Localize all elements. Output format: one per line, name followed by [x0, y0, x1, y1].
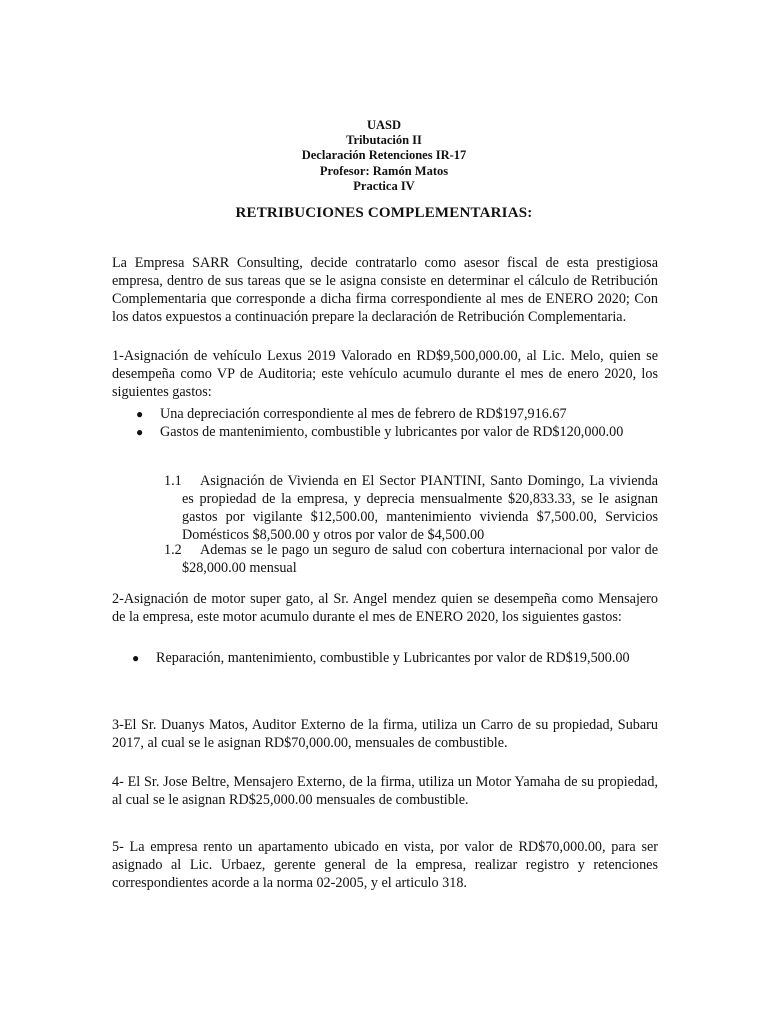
intro-paragraph: La Empresa SARR Consulting, decide contratarlo como asesor fiscal de esta prestigiosa empresa, dentro de sus tareas que se le asigna consiste en determinar el cálculo de Retribución Complementaria que corresponde a dicha firma correspondiente al mes de ENERO 2020; Con los datos expuestos a continuación prepare la declaración de Retribución Complementaria. — [112, 255, 658, 325]
header-practice: Practica IV — [353, 178, 415, 193]
bullet-icon: ● — [132, 651, 140, 665]
header-university: UASD — [366, 118, 402, 132]
subitem-1-2-number: 1.2 — [164, 542, 182, 558]
document-header — [0, 118, 768, 194]
header-professor: Profesor: Ramón Matos — [319, 163, 449, 178]
subitem-1-2-text: Ademas se le pago un seguro de salud con cobertura internacional por valor de $28,000.00 mensual — [182, 542, 658, 576]
item-1-paragraph: 1-Asignación de vehículo Lexus 2019 Valorado en RD$9,500,000.00, al Lic. Melo, quien se desempeña como VP de Auditoria; este vehículo acumulo durante el mes de enero 2020, los siguientes gastos: — [112, 348, 658, 400]
bullet-icon: ● — [136, 425, 144, 439]
item-2-bullet-1: Reparación, mantenimiento, combustible y Lubricantes por valor de RD$19,500.00 — [156, 650, 630, 666]
header-topic: Declaración Retenciones IR-17 — [301, 148, 467, 163]
bullet-icon: ● — [136, 407, 144, 421]
item-5-paragraph: 5- La empresa rento un apartamento ubicado en vista, por valor de RD$70,000.00, para ser asignado al Lic. Urbaez, gerente general de la empresa, realizar registro y retenciones correspondientes acorde a la norma 02-2005, y el articulo 318. — [112, 839, 658, 891]
document-title: RETRIBUCIONES COMPLEMENTARIAS: — [235, 205, 533, 221]
item-4-paragraph: 4- El Sr. Jose Beltre, Mensajero Externo, de la firma, utiliza un Motor Yamaha de su propiedad, al cual se le asignan RD$25,000.00 mensuales de combustible. — [112, 774, 658, 808]
item-3-paragraph: 3-El Sr. Duanys Matos, Auditor Externo de la firma, utiliza un Carro de su propiedad, Subaru 2017, al cual se le asignan RD$70,000.00, mensuales de combustible. — [112, 717, 658, 751]
item-1-bullet-2: Gastos de mantenimiento, combustible y lubricantes por valor de RD$120,000.00 — [160, 424, 624, 440]
item-2-paragraph: 2-Asignación de motor super gato, al Sr. Angel mendez quien se desempeña como Mensajero de la empresa, este motor acumulo durante el mes de ENERO 2020, los siguientes gastos: — [112, 591, 658, 625]
subitem-1-1-text: Asignación de Vivienda en El Sector PIANTINI, Santo Domingo, La vivienda es propiedad de la empresa, y deprecia mensualmente $20,833.33, se le asignan gastos por vigilante $12,500.00, mantenimiento vivienda $7,500.00, Servicios Domésticos $8,500.00 y otros por valor de $4,500.00 — [182, 473, 658, 543]
subitem-1-1-number: 1.1 — [164, 473, 182, 489]
header-course: Tributación II — [346, 133, 422, 148]
item-1-bullet-1: Una depreciación correspondiente al mes de febrero de RD$197,916.67 — [160, 406, 567, 422]
